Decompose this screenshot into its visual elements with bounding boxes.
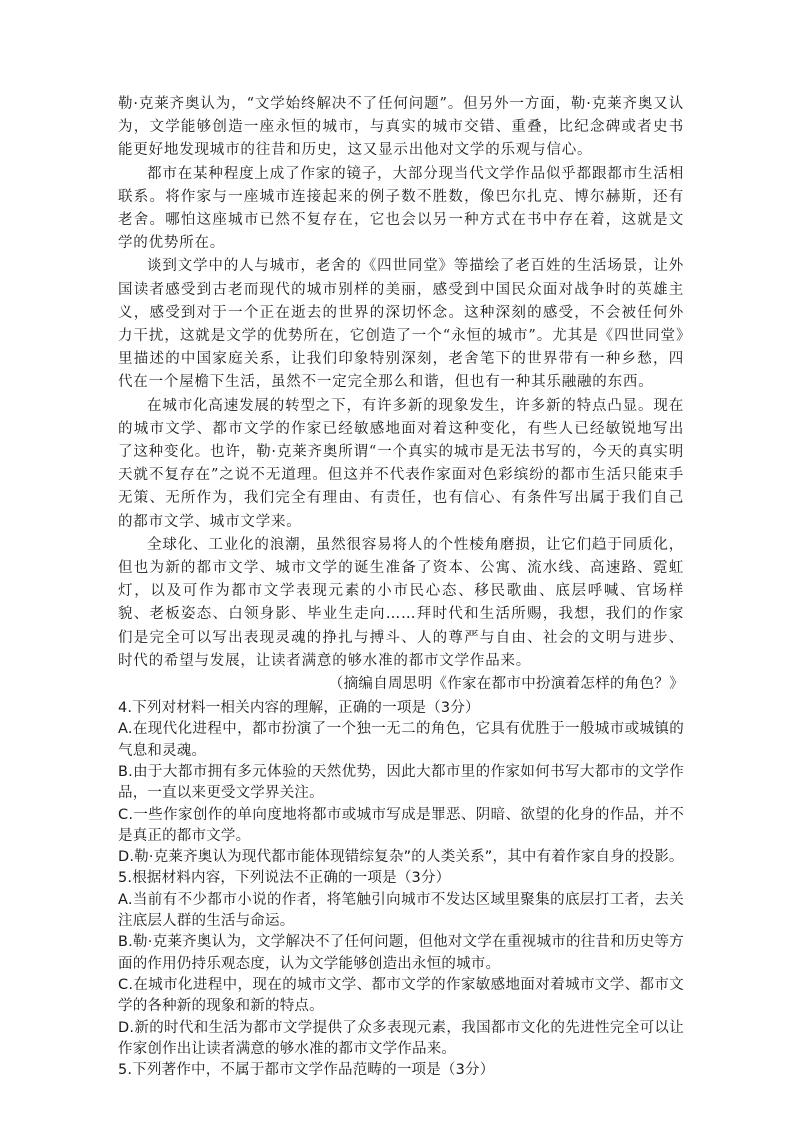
passage-paragraph: 勒·克莱齐奥认为，“文学始终解决不了任何问题”。但另外一方面，勒·克莱齐奥又认为，文学能够创造一座永恒的城市，与真实的城市交错、重叠，比纪念碑或者史书能更好地发现城市的往昔和历史，这又显示出他对文学的乐观与信心。 [118,96,684,159]
question-stem: 5.下列著作中，不属于都市文学作品范畴的一项是（3分） [118,1062,495,1079]
passage-paragraph: 谈到文学中的人与城市，老舍的《四世同堂》等描绘了老百姓的生活场景，让外国读者感受到古老而现代的城市别样的美丽，感受到中国民众面对战争时的英雄主义，感受到对于一个正在逝去的世界的深切怀念。这种深刻的感受，不会被任何外力干扰，这就是文学的优势所在，它创造了一个“永恒的城市”。尤其是《四世同堂》里描述的中国家庭关系，让我们印象特别深刻，老舍笔下的世界带有一种乡愁，四代在一个屋檐下生活，虽然不一定完全那么和谐，但也有一种其乐融融的东西。 [118,258,684,391]
passage-paragraph: 全球化、工业化的浪潮，虽然很容易将人的个性棱角磨损，让它们趋于同质化，但也为新的都市文学、城市文学的诞生准备了资本、公寓、流水线、高速路、霓虹灯，以及可作为都市文学表现元素的小市民心态、移民歌曲、底层呼喊、官场样貌、老板姿态、白领身影、毕业生走向……拜时代和生活所赐，我想，我们的作家们是完全可以写出表现灵魂的挣扎与搏斗、人的尊严与自由、社会的文明与进步、时代的希望与发展，让读者满意的够水准的都市文学作品来。 [118,536,684,669]
question-stem: 5.根据材料内容，下列说法不正确的一项是（3分） [118,870,451,887]
source-citation: （摘编自周思明《作家在都市中扮演着怎样的角色？》 [328,676,684,693]
answer-option: C.一些作家创作的单向度地将都市或城市写成是罪恶、阴暗、欲望的化身的作品，并不是真正的都市文学。 [118,806,684,844]
answer-option: C.在城市化进程中，现在的城市文学、都市文学的作家敏感地面对着城市文学、都市文学的各种新的现象和新的特点。 [118,976,684,1015]
question-stem: 4.下列对材料一相关内容的理解，正确的一项是（3分） [118,700,480,717]
answer-option: A.当前有不少都市小说的作者，将笔触引向城市不发达区域里聚集的底层打工者，去关注底层人群的生活与命运。 [118,891,684,930]
answer-option: D.勒·克莱齐奥认为现代都市能体现错综复杂”的人类关系”，其中有着作家自身的投影。 [118,849,684,866]
questions-section [118,698,684,1081]
passage-paragraph: 都市在某种程度上成了作家的镜子，大部分现当代文学作品似乎都跟都市生活相联系。将作家与一座城市连接起来的例子数不胜数，像巴尔扎克、博尔赫斯，还有老舍。哪怕这座城市已然不复存在，它也会以另一种方式在书中存在着，这就是文学的优势所在。 [118,165,684,252]
answer-option: D.新的时代和生活为都市文学提供了众多表现元素，我国都市文化的先进性完全可以让作家创作出让读者满意的够水准的都市文学作品来。 [118,1019,684,1057]
passage-paragraph: 在城市化高速发展的转型之下，有许多新的现象发生，许多新的特点凸显。现在的城市文学、都市文学的作家已经敏感地面对着这种变化，有些人已经敏锐地写出了这种变化。也许，勒·克莱齐奥所谓“一个真实的城市是无法书写的，今天的真实明天就不复存在”之说不无道理。但这并不代表作家面对色彩缤纷的都市生活只能束手无策、无所作为，我们完全有理由、有责任，也有信心、有条件写出属于我们自己的都市文学、城市文学来。 [118,397,684,530]
answer-option: B.由于大都市拥有多元体验的天然优势，因此大都市里的作家如何书写大都市的文学作品，一直以来更受文学界关注。 [118,763,684,802]
document-body [118,93,684,1081]
answer-option: B.勒·克莱齐奥认为，文学解决不了任何问题，但他对文学在重视城市的往昔和历史等方面的作用仍持乐观态度，认为文学能够创造出永恒的城市。 [118,934,684,972]
answer-option: A.在现代化进程中，都市扮演了一个独一无二的角色，它具有优胜于一般城市或城镇的气息和灵魂。 [118,721,684,759]
